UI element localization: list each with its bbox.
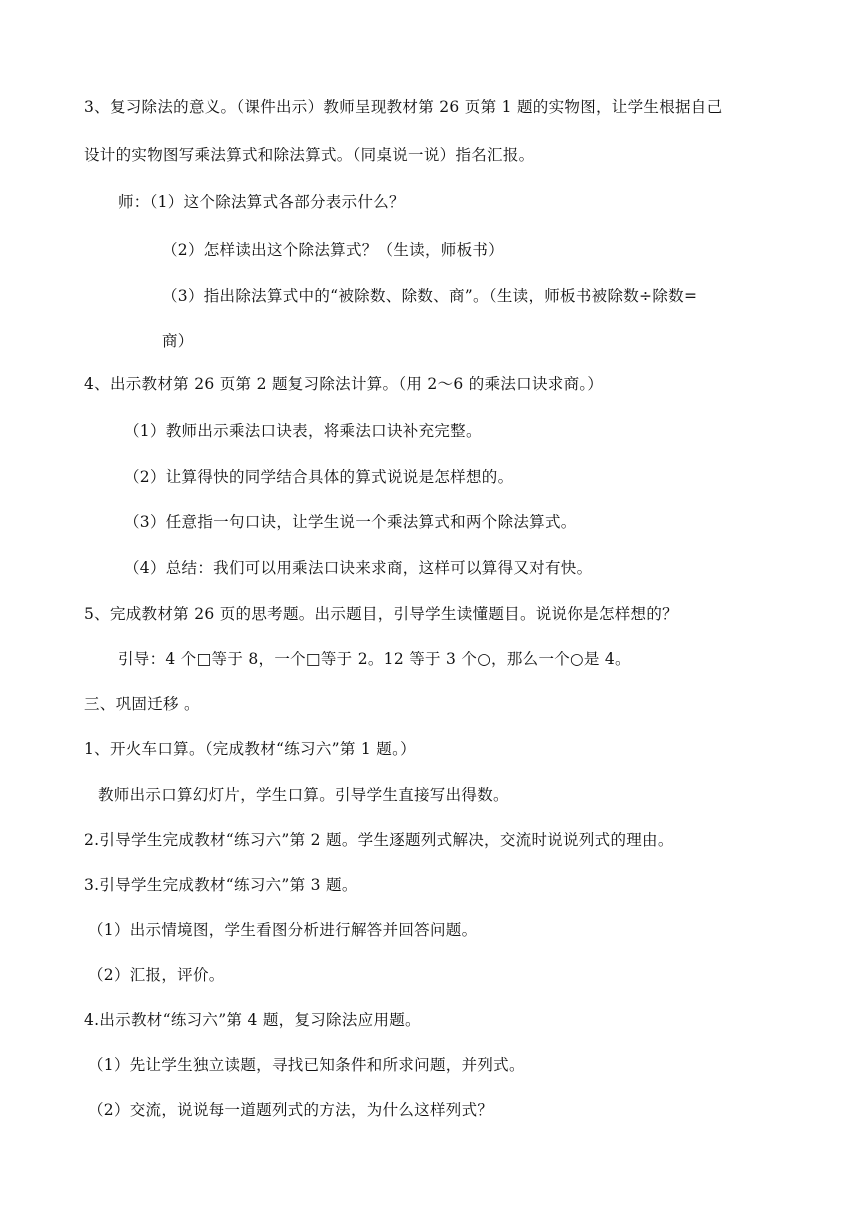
paragraph-line: 3.引导学生完成教材“练习六”第 3 题。: [84, 876, 358, 894]
paragraph-line: 商）: [162, 332, 194, 350]
paragraph-line: 4、出示教材第 26 页第 2 题复习除法计算。（用 2～6 的乘法口诀求商。）: [84, 375, 604, 393]
paragraph-line: （4）总结：我们可以用乘法口诀来求商，这样可以算得又对有快。: [124, 559, 593, 577]
paragraph-line: （1）教师出示乘法口诀表，将乘法口诀补充完整。: [124, 422, 482, 440]
paragraph-line: （2）汇报，评价。: [88, 966, 225, 984]
paragraph-line: （3）任意指一句口诀，让学生说一个乘法算式和两个除法算式。: [124, 513, 577, 531]
paragraph-line: 3、复习除法的意义。（课件出示）教师呈现教材第 26 页第 1 题的实物图，让学生根据自己: [84, 98, 723, 116]
section-heading: 三、巩固迁移 。: [84, 695, 200, 713]
paragraph-line: 设计的实物图写乘法算式和除法算式。（同桌说一说）指名汇报。: [84, 146, 535, 164]
paragraph-line: 5、完成教材第 26 页的思考题。出示题目，引导学生读懂题目。说说你是怎样想的？: [84, 605, 678, 623]
paragraph-line: 教师出示口算幻灯片，学生口算。引导学生直接写出得数。: [98, 786, 509, 804]
paragraph-line: 1、开火车口算。（完成教材“练习六”第 1 题。）: [84, 740, 416, 758]
paragraph-line: （1）出示情境图，学生看图分析进行解答并回答问题。: [88, 921, 478, 939]
paragraph-line: （2）怎样读出这个除法算式？（生读，师板书）: [162, 241, 504, 259]
paragraph-line: （1）先让学生独立读题，寻找已知条件和所求问题，并列式。: [88, 1056, 525, 1074]
paragraph-line: （2）让算得快的同学结合具体的算式说说是怎样想的。: [124, 468, 514, 486]
paragraph-line: 4.出示教材“练习六”第 4 题，复习除法应用题。: [84, 1011, 421, 1029]
paragraph-line: （2）交流，说说每一道题列式的方法，为什么这样列式？: [88, 1101, 494, 1119]
paragraph-line: 引导：4 个□等于 8，一个□等于 2。12 等于 3 个○，那么一个○是 4。: [118, 650, 631, 668]
paragraph-line: （3）指出除法算式中的“被除数、除数、商”。（生读，师板书被除数÷除数=: [162, 287, 698, 305]
paragraph-line: 2.引导学生完成教材“练习六”第 2 题。学生逐题列式解决，交流时说说列式的理由。: [84, 831, 674, 849]
paragraph-line: 师：（1）这个除法算式各部分表示什么？: [118, 193, 405, 211]
